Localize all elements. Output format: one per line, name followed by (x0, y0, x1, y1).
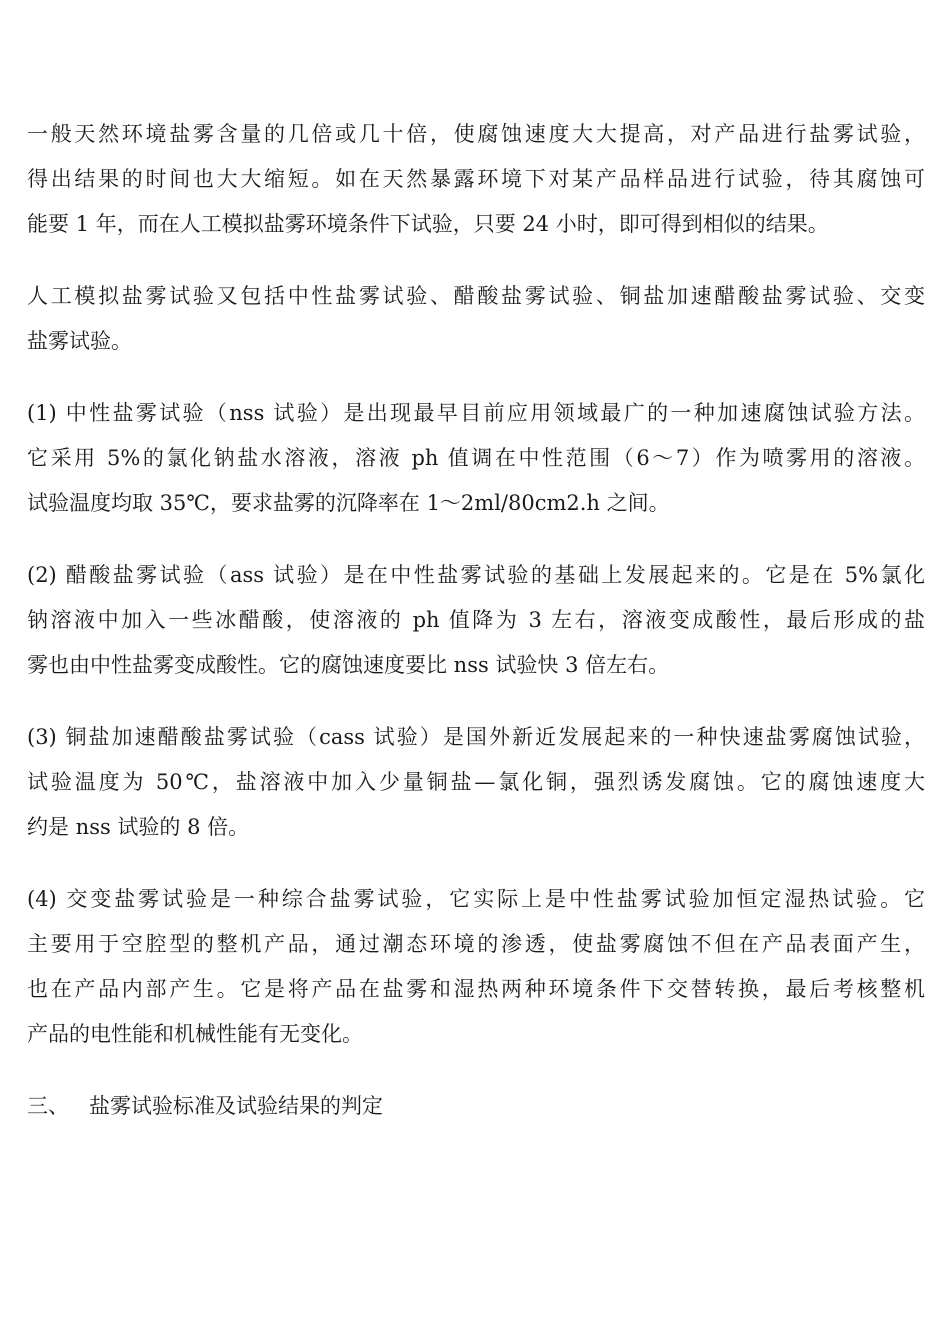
paragraph-nss-test (27, 391, 925, 526)
text-line: (1) 中性盐雾试验（nss 试验）是出现最早目前应用领域最广的一种加速腐蚀试验方法。 (27, 401, 925, 425)
text-line: 约是 nss 试验的 8 倍。 (27, 815, 250, 839)
paragraph-ass-test (27, 553, 925, 688)
document-body (27, 112, 925, 1129)
paragraph-test-types (27, 274, 925, 364)
text-line: (4) 交变盐雾试验是一种综合盐雾试验，它实际上是中性盐雾试验加恒定湿热试验。它 (27, 887, 925, 911)
text-line: (2) 醋酸盐雾试验（ass 试验）是在中性盐雾试验的基础上发展起来的。它是在 5%氯化 (27, 563, 925, 587)
text-line: 盐雾试验。 (27, 329, 132, 353)
text-line: 得出结果的时间也大大缩短。如在天然暴露环境下对某产品样品进行试验，待其腐蚀可 (27, 167, 925, 191)
paragraph-cass-test (27, 715, 925, 850)
section-title: 盐雾试验标准及试验结果的判定 (89, 1094, 383, 1118)
text-line: 它采用 5%的氯化钠盐水溶液，溶液 ph 值调在中性范围（6～7）作为喷雾用的溶液。 (27, 446, 925, 470)
text-line: 主要用于空腔型的整机产品，通过潮态环境的渗透，使盐雾腐蚀不但在产品表面产生， (27, 932, 925, 956)
section-heading (27, 1084, 925, 1129)
text-line: 也在产品内部产生。它是将产品在盐雾和湿热两种环境条件下交替转换，最后考核整机 (27, 977, 925, 1001)
text-line: 试验温度为 50℃，盐溶液中加入少量铜盐—氯化铜，强烈诱发腐蚀。它的腐蚀速度大 (27, 770, 925, 794)
section-number: 三、 (27, 1094, 69, 1118)
text-line: 雾也由中性盐雾变成酸性。它的腐蚀速度要比 nss 试验快 3 倍左右。 (27, 653, 670, 677)
text-line: 产品的电性能和机械性能有无变化。 (27, 1022, 363, 1046)
paragraph-salt-spray-intro (27, 112, 925, 247)
text-line: 试验温度均取 35℃，要求盐雾的沉降率在 1～2ml/80cm2.h 之间。 (27, 491, 670, 515)
text-line: 能要 1 年，而在人工模拟盐雾环境条件下试验，只要 24 小时，即可得到相似的结果。 (27, 212, 829, 236)
text-line: 一般天然环境盐雾含量的几倍或几十倍，使腐蚀速度大大提高，对产品进行盐雾试验， (27, 122, 925, 146)
text-line: 钠溶液中加入一些冰醋酸，使溶液的 ph 值降为 3 左右，溶液变成酸性，最后形成的盐 (27, 608, 925, 632)
paragraph-cyclic-test (27, 877, 925, 1057)
text-line: (3) 铜盐加速醋酸盐雾试验（cass 试验）是国外新近发展起来的一种快速盐雾腐蚀试验， (27, 725, 925, 749)
text-line: 人工模拟盐雾试验又包括中性盐雾试验、醋酸盐雾试验、铜盐加速醋酸盐雾试验、交变 (27, 284, 925, 308)
